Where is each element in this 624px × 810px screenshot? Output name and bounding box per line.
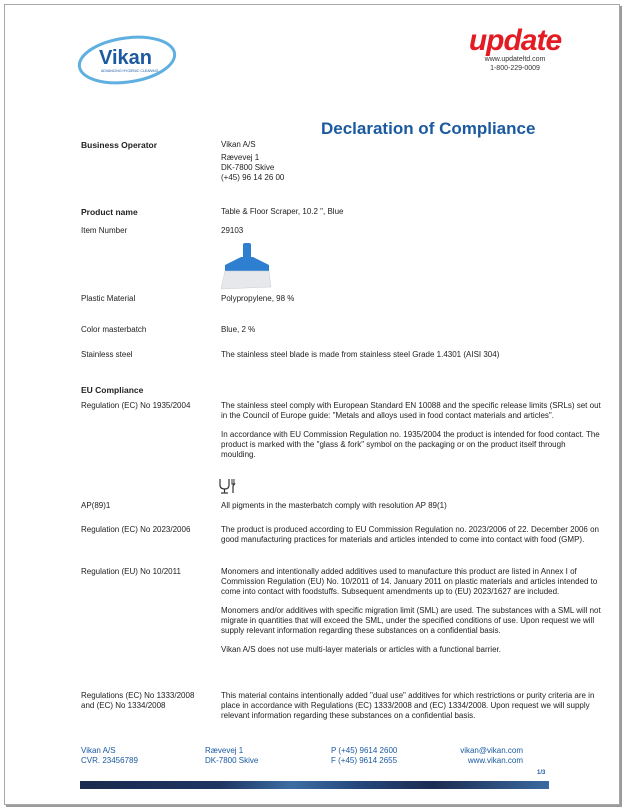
reg-10-2011-value bbox=[221, 567, 601, 664]
reg-10-2011-paragraph-3: Vikan A/S does not use multi-layer materials or articles with a functional barrier. bbox=[221, 645, 501, 654]
reg-1935-paragraph-1: The stainless steel comply with European Standard EN 10088 and the specific release limits (SRLs) set out in the Council of Europe guide: "Metals and alloys used in food contact materials and articles". bbox=[221, 401, 601, 420]
footer-street: Rævevej 1 bbox=[205, 746, 244, 755]
footer-bar bbox=[80, 781, 549, 789]
color-masterbatch-value: Blue, 2 % bbox=[221, 325, 256, 334]
reg-10-2011-label: Regulation (EU) No 10/2011 bbox=[81, 567, 181, 576]
svg-text:Vikan: Vikan bbox=[99, 47, 152, 69]
footer-web bbox=[451, 746, 523, 766]
ap89-value: All pigments in the masterbatch comply with resolution AP 89(1) bbox=[221, 501, 447, 510]
business-operator-label: Business Operator bbox=[81, 140, 158, 150]
footer-phone: P (+45) 9614 2600 bbox=[331, 746, 398, 755]
footer-address bbox=[205, 746, 258, 766]
document-page bbox=[4, 4, 620, 805]
update-phone: 1-800-229-0009 bbox=[490, 65, 540, 72]
footer-website[interactable]: www.vikan.com bbox=[467, 756, 523, 765]
color-masterbatch-label: Color masterbatch bbox=[81, 325, 147, 334]
update-url: www.updateltd.com bbox=[484, 56, 546, 63]
operator-phone: (+45) 96 14 26 00 bbox=[221, 173, 285, 182]
footer-cvr: CVR. 23456789 bbox=[81, 756, 138, 765]
reg-1935-paragraph-2: In accordance with EU Commission Regulation no. 1935/2004 the product is intended for food contact. The product is marked with the "glass & fork" symbol on the packaging or on the product itself through moulding. bbox=[221, 430, 600, 459]
ap89-label: AP(89)1 bbox=[81, 501, 111, 510]
reg-2023-value: The product is produced according to EU Commission Regulation no. 2023/2006 of 22. December 2006 on good manufacturing practices for materials and articles intended to come into contact with food (GMP). bbox=[221, 525, 600, 544]
update-logo bbox=[465, 24, 565, 89]
update-logo-text: update bbox=[468, 24, 562, 57]
stainless-steel-label: Stainless steel bbox=[81, 350, 133, 359]
eu-compliance-heading: EU Compliance bbox=[81, 385, 144, 395]
footer-company-name: Vikan A/S bbox=[81, 746, 116, 755]
footer-contact bbox=[331, 746, 397, 766]
reg-1333-label-line-2: and (EC) No 1334/2008 bbox=[81, 701, 166, 710]
footer-fax: F (+45) 9614 2655 bbox=[331, 756, 398, 765]
reg-1333-label-line-1: Regulations (EC) No 1333/2008 bbox=[81, 691, 195, 700]
product-name-label: Product name bbox=[81, 207, 138, 217]
plastic-material-label: Plastic Material bbox=[81, 294, 136, 303]
reg-10-2011-paragraph-1: Monomers and intentionally added additives used to manufacture this product are listed in Annex I of Commission Regulation (EU) No. 10/2011 of 14. January 2011 on plastic materials and articles intended to come into contact with foodstuffs. Subsequent amendments up to (EU) 2023/1627 are included. bbox=[221, 567, 598, 596]
reg-1935-label: Regulation (EC) No 1935/2004 bbox=[81, 401, 191, 410]
item-number-value: 29103 bbox=[221, 226, 244, 235]
operator-name: Vikan A/S bbox=[221, 140, 256, 149]
operator-city: DK-7800 Skive bbox=[221, 163, 275, 172]
footer-city: DK-7800 Skive bbox=[205, 756, 259, 765]
vikan-logo bbox=[77, 33, 177, 87]
business-operator-value bbox=[221, 140, 601, 183]
reg-10-2011-paragraph-2: Monomers and/or additives with specific migration limit (SML) are used. The substances with a SML will not migrate in quantities that will exceed the SML, under the specified conditions of use. Upon request we will supply relevant information regarding these substances on a confidential basis. bbox=[221, 606, 601, 635]
vikan-swoosh-icon bbox=[77, 33, 177, 87]
glass-fork-icon bbox=[219, 478, 237, 494]
reg-1935-value bbox=[221, 401, 601, 469]
page-number: 1/3 bbox=[537, 770, 546, 776]
reg-1333-label bbox=[81, 691, 206, 711]
reg-1333-value: This material contains intentionally added "dual use" additives for which restrictions or purity criteria are in place in accordance with Regulations (EC) 1333/2008 and (EC) 1334/2008. Upon request we will supply relevant information regarding these substances on a confidential basis. bbox=[221, 691, 595, 720]
product-name-value: Table & Floor Scraper, 10.2 ", Blue bbox=[221, 207, 344, 216]
scraper-product-image bbox=[219, 243, 275, 291]
page-title: Declaration of Compliance bbox=[321, 119, 536, 138]
svg-text:ADVANCING HYGIENIC CLEANING: ADVANCING HYGIENIC CLEANING bbox=[101, 69, 159, 73]
footer-email[interactable]: vikan@vikan.com bbox=[460, 746, 523, 755]
plastic-material-value: Polypropylene, 98 % bbox=[221, 294, 295, 303]
item-number-label: Item Number bbox=[81, 226, 128, 235]
operator-street: Rævevej 1 bbox=[221, 153, 260, 162]
reg-2023-label: Regulation (EC) No 2023/2006 bbox=[81, 525, 191, 534]
footer-company bbox=[81, 746, 138, 766]
stainless-steel-value: The stainless steel blade is made from stainless steel Grade 1.4301 (AISI 304) bbox=[221, 350, 500, 359]
